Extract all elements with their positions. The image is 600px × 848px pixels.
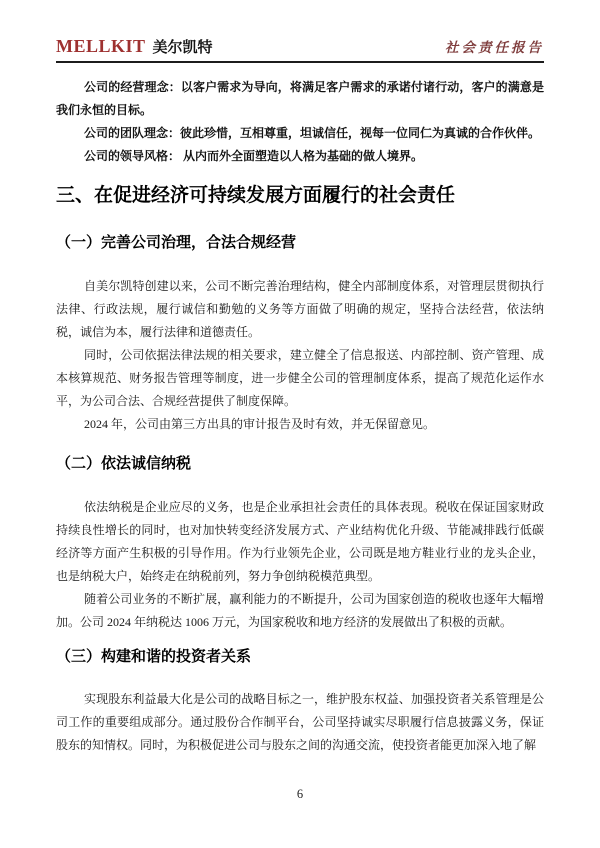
logo-wordmark: MELLKIT <box>56 36 146 56</box>
logo-chinese-name: 美尔凯特 <box>152 40 213 56</box>
intro-block <box>56 76 544 168</box>
logo <box>56 36 213 57</box>
body-paragraph: 依法纳税是企业应尽的义务，也是企业承担社会责任的具体表现。税收在保证国家财政持续良性增长的同时，也对加快转变经济发展方式、产业结构优化升级、节能减排践行低碳经济等方面产生积极的引导作用。作为行业领先企业，公司既是地方鞋业行业的龙头企业，也是纳税大户，始终走在纳税前列，努力争创纳税模范典型。 <box>56 500 544 583</box>
intro-paragraph-leadership-style: 公司的领导风格： 从内而外全面塑造以人格为基础的做人境界。 <box>84 149 424 163</box>
page-header <box>56 36 544 63</box>
running-head-title: 社会责任报告 <box>445 40 544 55</box>
body-paragraph: 随着公司业务的不断扩展，赢利能力的不断提升，公司为国家创造的税收也逐年大幅增加。公司 2024 年纳税达 1006 万元，为国家税收和地方经济的发展做出了积极的贡献。 <box>56 592 544 629</box>
subsection-heading-2: （二）依法诚信纳税 <box>56 455 192 472</box>
body-paragraph: 同时，公司依据法律法规的相关要求，建立健全了信息报送、内部控制、资产管理、成本核算规范、财务报告管理等制度，进一步健全公司的管理制度体系，提高了规范化运作水平，为公司合法、合规经营提供了制度保障。 <box>56 348 544 408</box>
subsection-heading-3: （三）构建和谐的投资者关系 <box>56 648 252 665</box>
subsection-heading-1: （一）完善公司治理，合法合规经营 <box>56 234 297 251</box>
intro-paragraph-team-philosophy: 公司的团队理念：彼此珍惜，互相尊重，坦诚信任，视每一位同仁为真诚的合作伙伴。 <box>84 126 541 140</box>
body-paragraph: 自美尔凯特创建以来，公司不断完善治理结构，健全内部制度体系，对管理层贯彻执行法律、行政法规，履行诚信和勤勉的义务等方面做了明确的规定，坚持合法经营，依法纳税，诚信为本，履行法律和道德责任。 <box>56 279 544 339</box>
subsection-body-2 <box>56 496 544 634</box>
section-heading: 三、在促进经济可持续发展方面履行的社会责任 <box>56 185 456 206</box>
subsection-body-1 <box>56 275 544 436</box>
subsection-body-3 <box>56 688 544 757</box>
intro-paragraph-business-philosophy: 公司的经营理念：以客户需求为导向，将满足客户需求的承诺付诸行动，客户的满意是我们永恒的目标。 <box>56 80 544 117</box>
page-number: 6 <box>296 787 304 801</box>
body-paragraph: 实现股东利益最大化是公司的战略目标之一，维护股东权益、加强投资者关系管理是公司工作的重要组成部分。通过股份合作制平台，公司坚持诚实尽职履行信息披露义务，保证股东的知情权。同时，为积极促进公司与股东之间的沟通交流，使投资者能更加深入地了解 <box>56 692 544 752</box>
body-paragraph: 2024 年，公司由第三方出具的审计报告及时有效，并无保留意见。 <box>84 417 436 431</box>
page-footer <box>0 787 600 802</box>
